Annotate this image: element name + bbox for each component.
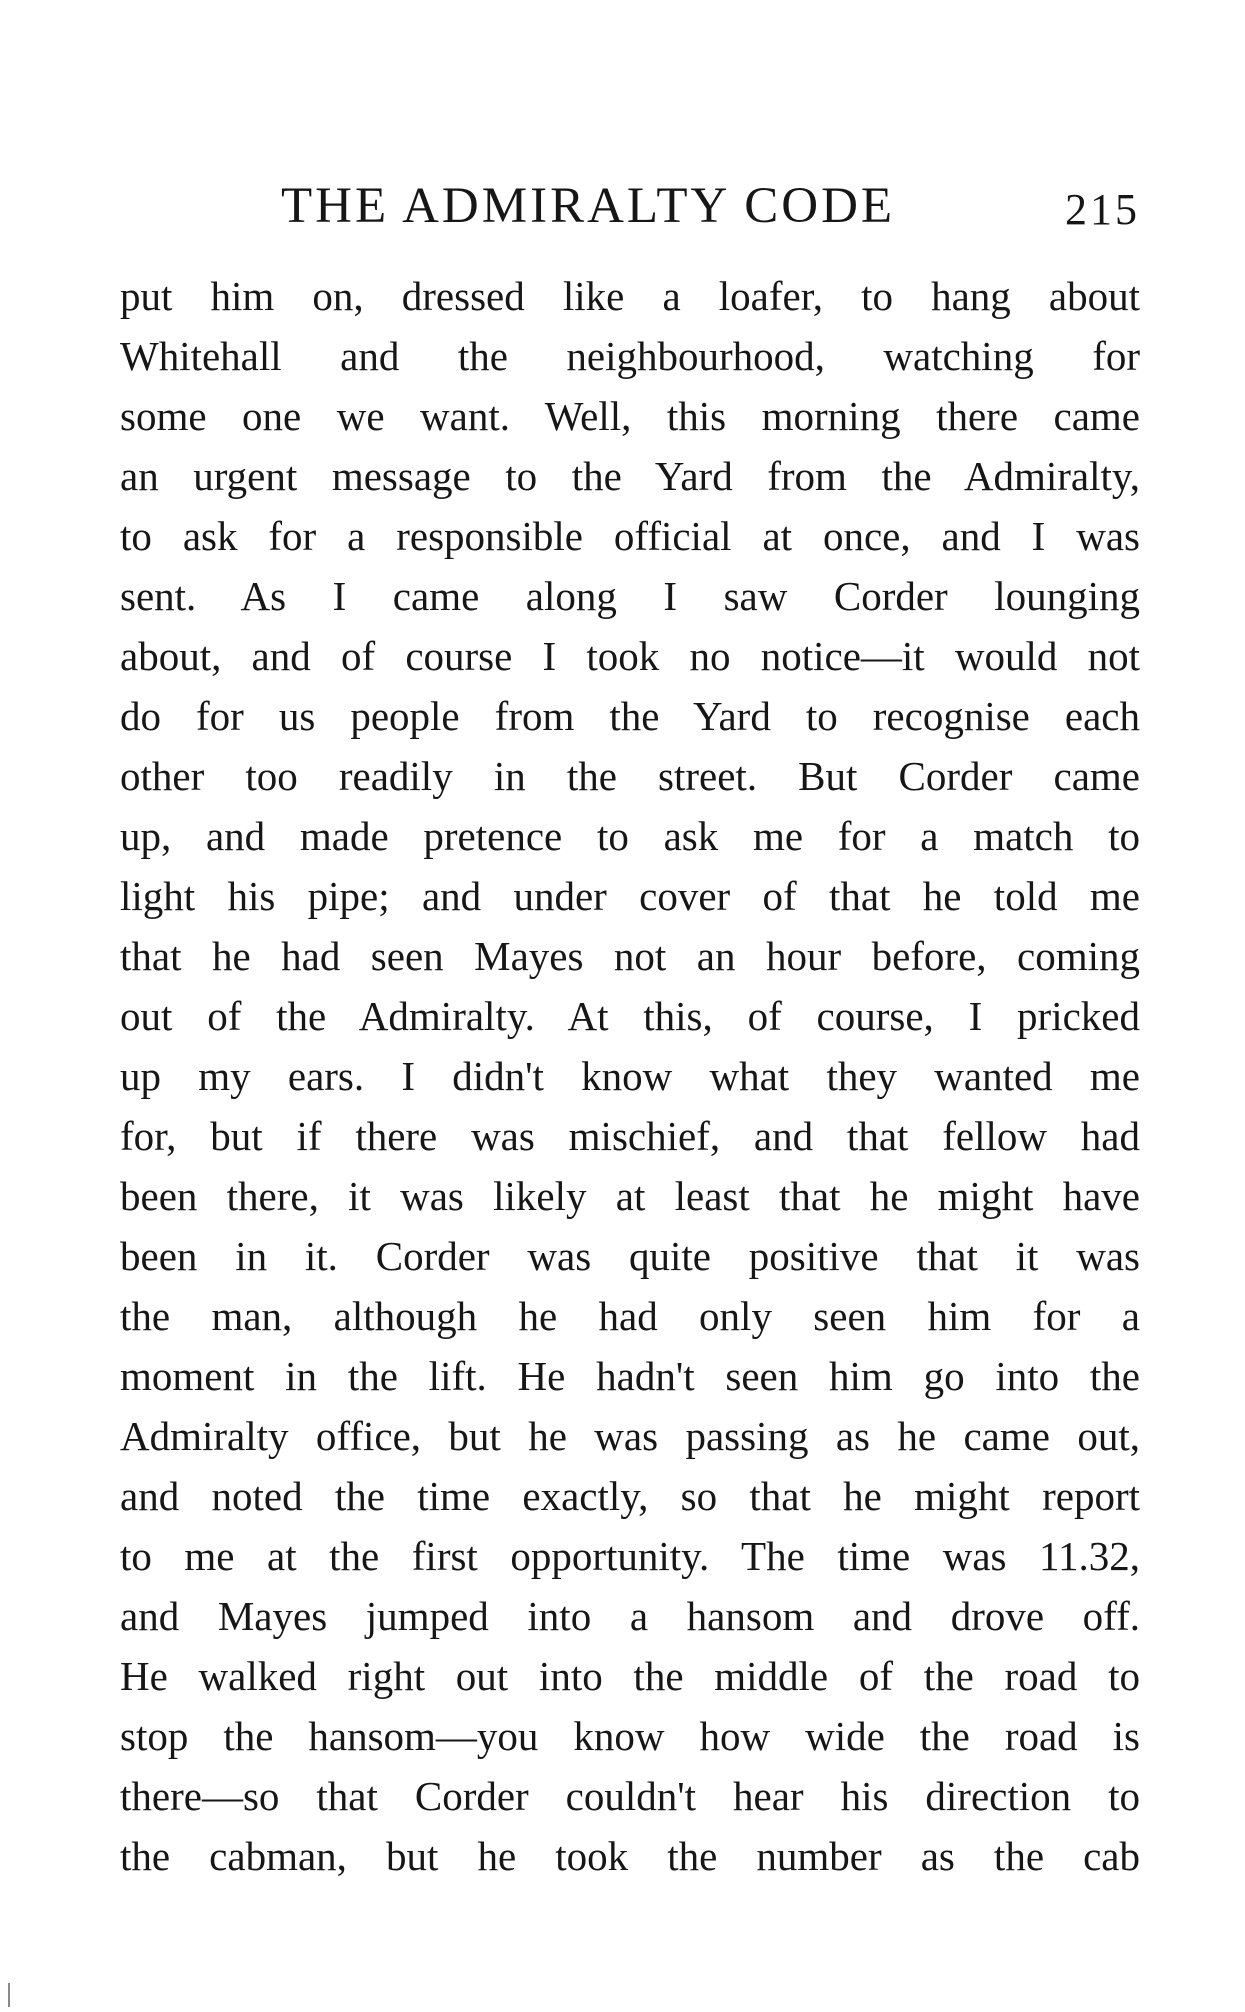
text-line: that he had seen Mayes not an hour before, coming	[120, 933, 1140, 979]
text-line: to ask for a responsible official at once, and I was	[120, 513, 1140, 559]
text-line: been in it. Corder was quite positive that it was	[120, 1233, 1140, 1279]
scan-edge-mark	[8, 1983, 10, 2007]
text-line: the man, although he had only seen him for a	[120, 1293, 1140, 1339]
text-line: and Mayes jumped into a hansom and drove off.	[120, 1593, 1140, 1639]
page-number: 215	[1065, 185, 1140, 234]
text-line: up my ears. I didn't know what they wanted me	[120, 1053, 1140, 1099]
text-line: and noted the time exactly, so that he might report	[120, 1473, 1140, 1519]
text-line: out of the Admiralty. At this, of course, I pricked	[120, 993, 1140, 1039]
text-line: moment in the lift. He hadn't seen him go into the	[120, 1353, 1140, 1399]
running-head	[120, 176, 1140, 236]
text-line: light his pipe; and under cover of that he told me	[120, 873, 1140, 919]
text-line: an urgent message to the Yard from the Admiralty,	[120, 453, 1140, 499]
text-line: put him on, dressed like a loafer, to hang about	[120, 273, 1140, 319]
text-line: stop the hansom—you know how wide the road is	[120, 1713, 1140, 1759]
running-title: THE ADMIRALTY CODE	[281, 178, 896, 234]
text-line: Admiralty office, but he was passing as he came out,	[120, 1413, 1140, 1459]
text-line: sent. As I came along I saw Corder lounging	[120, 573, 1140, 619]
text-line: do for us people from the Yard to recognise each	[120, 693, 1140, 739]
text-line: about, and of course I took no notice—it would not	[120, 633, 1140, 679]
text-line: for, but if there was mischief, and that fellow had	[120, 1113, 1140, 1159]
text-line: the cabman, but he took the number as the cab	[120, 1833, 1140, 1879]
text-line: to me at the first opportunity. The time was 11.32,	[120, 1533, 1140, 1579]
text-line: been there, it was likely at least that he might have	[120, 1173, 1140, 1219]
text-line: some one we want. Well, this morning there came	[120, 393, 1140, 439]
text-line: Whitehall and the neighbourhood, watching for	[120, 333, 1140, 379]
text-line: other too readily in the street. But Corder came	[120, 753, 1140, 799]
text-line: He walked right out into the middle of the road to	[120, 1653, 1140, 1699]
body-text	[120, 266, 1140, 1886]
text-line: up, and made pretence to ask me for a match to	[120, 813, 1140, 859]
text-line: there—so that Corder couldn't hear his direction to	[120, 1773, 1140, 1819]
